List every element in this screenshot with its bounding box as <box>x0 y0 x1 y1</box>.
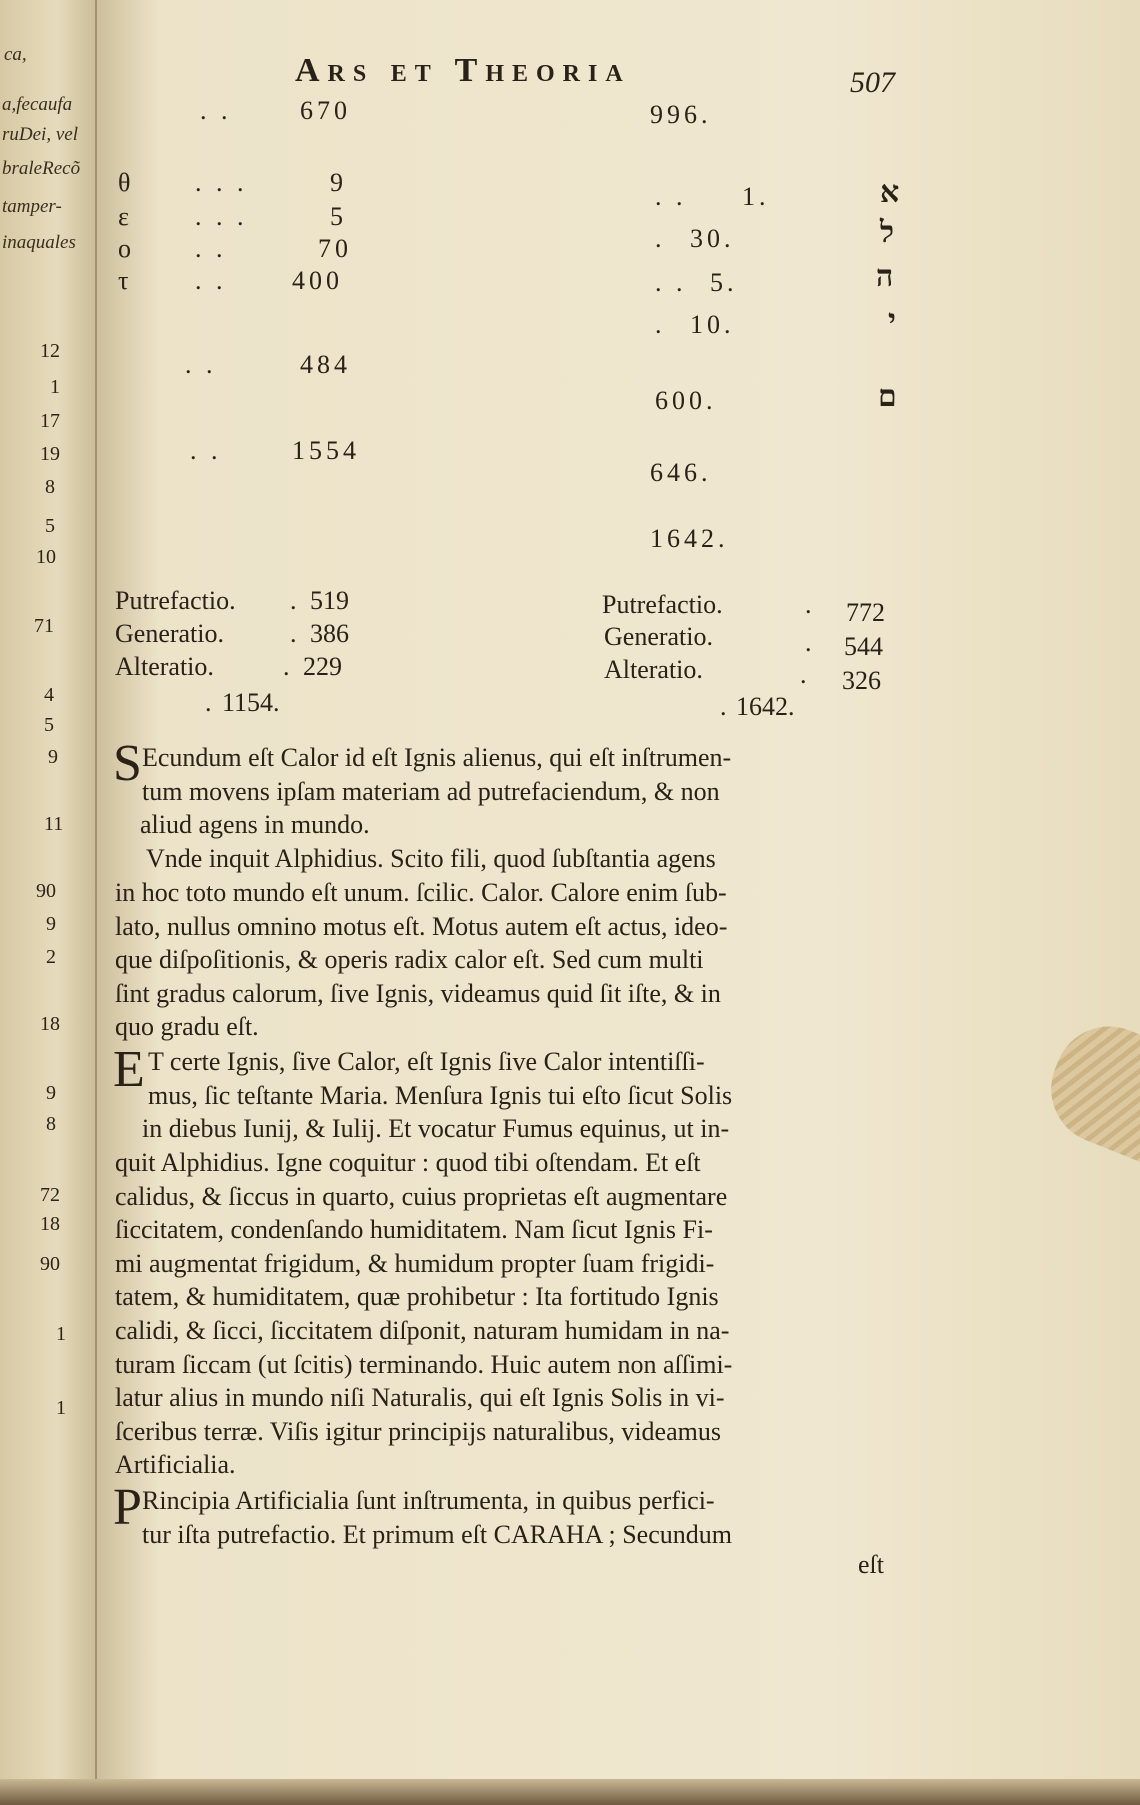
hebrew-letter: ל <box>880 216 895 249</box>
margin-number: 71 <box>34 615 54 637</box>
left-value: 5 <box>330 202 347 231</box>
hebrew-letter: ה <box>876 260 894 293</box>
margin-number: 9 <box>46 1082 56 1104</box>
margin-number: 18 <box>40 1213 60 1235</box>
drop-capital: E <box>113 1041 145 1098</box>
text-line: aliud agens in mundo. <box>140 810 370 839</box>
text-line: Rincipia Artificialia ſunt inſtrumenta, in quibus perfici- <box>142 1486 715 1515</box>
margin-number: 1 <box>50 376 60 398</box>
right-value: 10. <box>690 310 735 339</box>
hebrew-letter: א <box>880 176 900 209</box>
margin-fragment: a,fecaufa <box>2 94 73 115</box>
right-total-value: 326 <box>842 666 881 695</box>
paragraph-1-cont <box>140 808 930 842</box>
text-line: quit Alphidius. Igne coquitur : quod tibi oſtendam. Et eſt <box>115 1148 701 1177</box>
margin-number: 11 <box>44 813 64 835</box>
text-line: que diſpoſitionis, & operis radix calor eſt. Sed cum multi <box>115 945 704 975</box>
dot-leader: . . <box>190 436 222 465</box>
right-value: 600. <box>655 386 717 415</box>
dot-leader: . <box>800 660 807 689</box>
dot-leader: . <box>655 310 666 339</box>
margin-number: 5 <box>44 714 54 736</box>
greek-letter: τ <box>118 266 129 295</box>
margin-number: 8 <box>46 1113 56 1135</box>
right-total-label: Alteratio. <box>604 655 703 684</box>
left-total-value: 519 <box>310 586 349 615</box>
text-line: turam ſiccam (ut ſcitis) terminando. Huic autem non aſſimi- <box>115 1349 733 1379</box>
right-total-value: 544 <box>844 632 883 661</box>
margin-number: 10 <box>36 546 56 568</box>
page-number: 507 <box>850 66 895 99</box>
dot-leader: . <box>205 688 212 717</box>
text-line: Ecundum eſt Calor id eſt Ignis alienus, qui eſt inſtrumen- <box>142 743 732 772</box>
margin-number: 17 <box>40 410 60 432</box>
margin-number: 18 <box>40 1013 60 1035</box>
margin-number: 1 <box>56 1397 66 1419</box>
text-line: latur alius in mundo niſi Naturalis, qui eſt Ignis Solis in vi- <box>115 1383 725 1413</box>
text-line: quo gradu eſt. <box>115 1012 259 1042</box>
drop-capital: S <box>113 735 142 792</box>
text-line: Vnde inquit Alphidius. Scito fili, quod ſubſtantia agens <box>146 844 716 873</box>
margin-fragment: ruDei, vel <box>2 124 78 145</box>
text-line: in diebus Iunij, & Iulij. Et vocatur Fumus equinus, ut in- <box>142 1114 730 1143</box>
text-line: Artificialia. <box>115 1450 236 1480</box>
left-value: 1554 <box>292 436 360 465</box>
margin-number: 8 <box>45 476 55 498</box>
text-line: tum movens ipſam materiam ad putrefaciendum, & non <box>142 776 720 806</box>
margin-number: 19 <box>40 443 60 465</box>
right-total-label: Putrefactio. <box>602 590 723 619</box>
right-value: 996. <box>650 100 712 129</box>
margin-fragment: braleRecõ <box>2 158 81 179</box>
dot-leader: . . <box>195 266 227 295</box>
left-total-value: 386 <box>310 619 349 648</box>
page-bottom-edge <box>0 1779 1140 1805</box>
margin-fragment: tamper- <box>2 196 62 217</box>
left-total-label: Putrefactio. <box>115 586 236 615</box>
paragraph-1-cont <box>115 876 905 1044</box>
margin-number: 1 <box>56 1323 66 1345</box>
dot-leader: . <box>805 628 812 657</box>
paragraph-2-cont <box>142 1112 932 1146</box>
dot-leader: . . <box>655 182 687 211</box>
paragraph-1 <box>142 741 912 808</box>
text-line: ſiccitatem, condenſando humiditatem. Nam ſicut Ignis Fi- <box>115 1215 713 1245</box>
left-value: 70 <box>318 234 352 263</box>
right-total-value: 772 <box>846 598 885 627</box>
margin-number: 4 <box>44 684 54 706</box>
paragraph-2 <box>148 1045 913 1112</box>
hebrew-letter: ם <box>878 380 897 413</box>
text-line: in hoc toto mundo eſt unum. ſcilic. Calor. Calore enim ſub- <box>115 878 727 907</box>
text-line: tur iſta putrefactio. Et primum eſt CARAHA ; Secundum <box>142 1519 732 1549</box>
left-sum: 1154. <box>222 688 280 717</box>
right-value: 1. <box>742 182 770 211</box>
left-total-label: Alteratio. <box>115 652 214 681</box>
dot-leader: . . <box>195 234 227 263</box>
dot-leader: . <box>283 652 290 681</box>
dot-leader: . . <box>185 350 217 379</box>
drop-capital: P <box>113 1479 142 1536</box>
dot-leader: . . <box>655 268 687 297</box>
right-total-label: Generatio. <box>604 622 714 651</box>
margin-fragment: ca, <box>4 44 27 65</box>
greek-letter: ο <box>118 234 131 263</box>
greek-letter: θ <box>118 168 131 197</box>
margin-number: 5 <box>45 515 55 537</box>
text-line: mi augmentat frigidum, & humidum propter ſuam frigidi- <box>115 1248 715 1278</box>
dot-leader: . . . <box>195 168 248 197</box>
right-value: 646. <box>650 458 712 487</box>
margin-number: 90 <box>36 880 56 902</box>
text-line: calidi, & ſicci, ſiccitatem diſponit, naturam humidam in na- <box>115 1315 730 1345</box>
dot-leader: . <box>805 590 812 619</box>
text-line: tatem, & humiditatem, quæ prohibetur : Ita fortitudo Ignis <box>115 1282 719 1312</box>
dot-leader: . <box>655 224 666 253</box>
running-header: Ars et Theoria <box>295 52 631 89</box>
text-line: lato, nullus omnino motus eſt. Motus autem eſt actus, ideo- <box>115 911 728 941</box>
greek-letter: ε <box>118 202 129 231</box>
left-value: 9 <box>330 168 347 197</box>
left-total-value: 229 <box>303 652 342 681</box>
left-value: 484 <box>300 350 351 379</box>
margin-fragment: inaquales <box>2 232 76 253</box>
right-value: 1642. <box>650 524 729 553</box>
margin-number: 9 <box>46 913 56 935</box>
catchword: eſt <box>858 1550 884 1579</box>
right-value: 30. <box>690 224 735 253</box>
dot-leader: . . . <box>195 202 248 231</box>
right-sum: 1642. <box>736 692 795 721</box>
dot-leader: . <box>290 619 297 648</box>
text-line: ſceribus terræ. Viſis igitur principijs naturalibus, videamus <box>115 1416 721 1446</box>
right-value: 5. <box>710 268 738 297</box>
text-line: T certe Ignis, ſive Calor, eſt Ignis ſive Calor intentiſſi- <box>148 1047 705 1076</box>
left-value: 670 <box>300 96 351 125</box>
margin-number: 90 <box>40 1253 60 1275</box>
dot-leader: . <box>290 586 297 615</box>
margin-number: 72 <box>40 1184 60 1206</box>
paragraph-3 <box>142 1484 912 1551</box>
hebrew-letter: י <box>888 304 896 337</box>
text-line: ſint gradus calorum, ſive Ignis, videamus quid ſit iſte, & in <box>115 978 721 1008</box>
margin-number: 12 <box>40 340 60 362</box>
text-line: calidus, & ſiccus in quarto, cuius proprietas eſt augmentare <box>115 1181 728 1211</box>
text-line: mus, ſic teſtante Maria. Menſura Ignis tui eſto ſicut Solis <box>148 1080 733 1110</box>
left-total-label: Generatio. <box>115 619 225 648</box>
margin-number: 2 <box>46 946 56 968</box>
paragraph-1-cont <box>146 842 936 876</box>
left-value: 400 <box>292 266 343 295</box>
paragraph-2-cont <box>115 1146 905 1482</box>
margin-number: 9 <box>48 746 58 768</box>
dot-leader: . . <box>200 96 232 125</box>
dot-leader: . <box>720 692 727 721</box>
